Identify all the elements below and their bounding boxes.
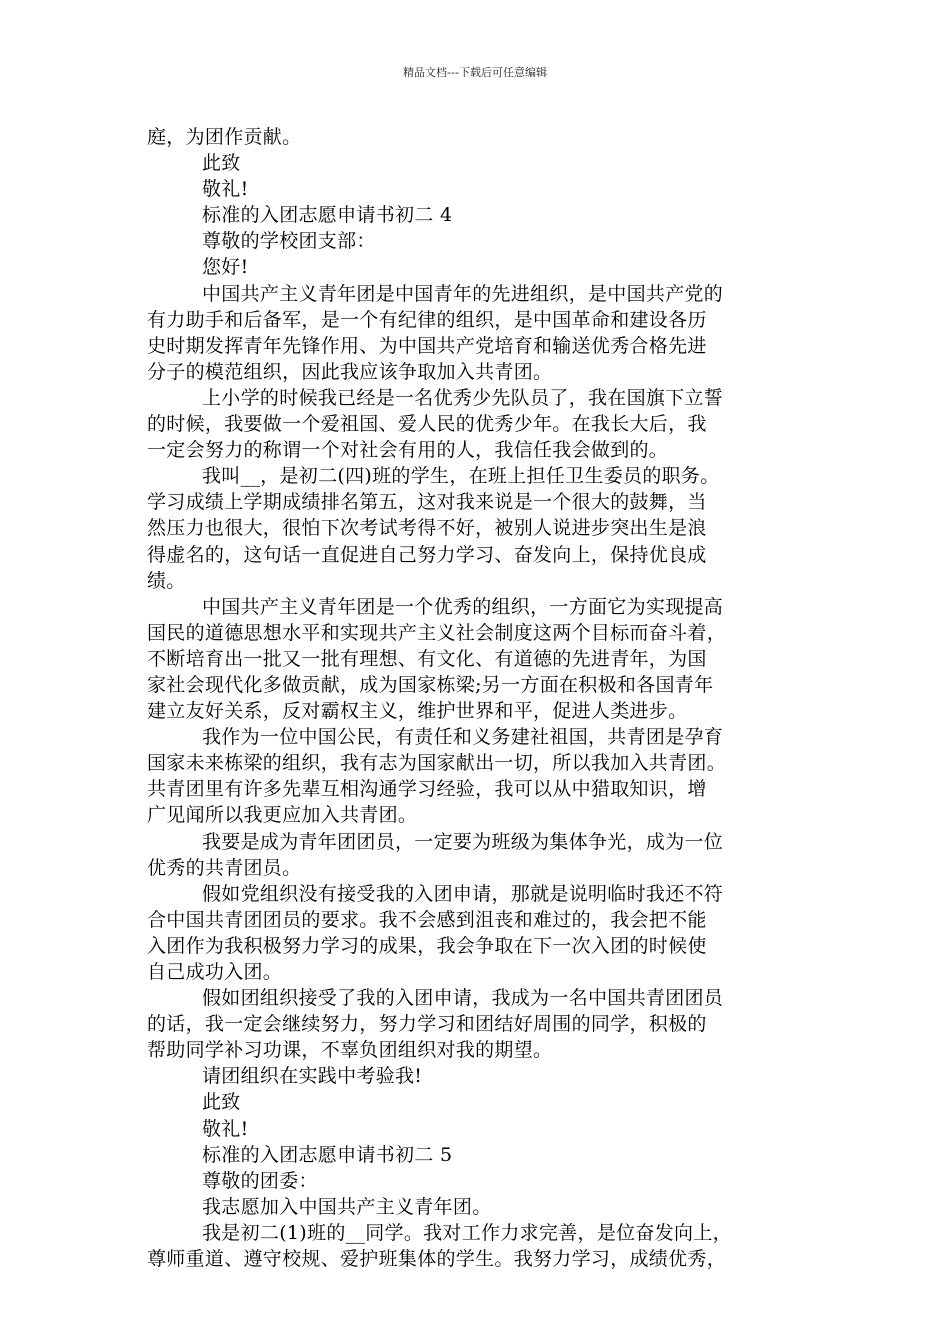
document-line: 此致 xyxy=(202,1091,241,1114)
document-line: 假如团组织接受了我的入团申请，我成为一名中国共青团团员 xyxy=(202,987,724,1010)
document-line: 国民的道德思想水平和实现共产主义社会制度这两个目标而奋斗着， xyxy=(147,621,727,644)
document-line: 有力助手和后备军，是一个有纪律的组织，是中国革命和建设各历 xyxy=(147,308,707,331)
document-line: 入团作为我积极努力学习的成果，我会争取在下一次入团的时候使 xyxy=(147,934,707,957)
document-line: 不断培育出一批又一批有理想、有文化、有道德的先进青年，为国 xyxy=(147,647,707,670)
page-header: 精品文档---下载后可任意编辑 xyxy=(403,66,547,79)
document-line: 分子的模范组织，因此我应该争取加入共青团。 xyxy=(147,360,553,383)
document-line: 我志愿加入中国共产主义青年团。 xyxy=(202,1195,492,1218)
document-line: 假如党组织没有接受我的入团申请，那就是说明临时我还不符 xyxy=(202,882,724,905)
document-line: 您好! xyxy=(202,256,249,279)
document-line: 尊敬的学校团支部： xyxy=(202,230,376,253)
document-line: 国家未来栋梁的组织，我有志为国家献出一切，所以我加入共青团。 xyxy=(147,752,727,775)
document-line: 中国共产主义青年团是一个优秀的组织，一方面它为实现提高 xyxy=(202,595,724,618)
document-line: 敬礼! xyxy=(202,178,249,201)
document-line: 广见闻所以我更应加入共青团。 xyxy=(147,804,418,827)
document-line: 帮助同学补习功课，不辜负团组织对我的期望。 xyxy=(147,1039,553,1062)
document-body xyxy=(147,124,823,1272)
document-line: 标准的入团志愿申请书初二 4 xyxy=(202,204,453,227)
document-line: 的时候，我要做一个爱祖国、爱人民的优秀少年。在我长大后，我 xyxy=(147,413,707,436)
document-line: 标准的入团志愿申请书初二 5 xyxy=(202,1143,453,1166)
document-line: 尊师重道、遵守校规、爱护班集体的学生。我努力学习，成绩优秀， xyxy=(147,1248,727,1271)
document-line: 得虚名的，这句话一直促进自己努力学习、奋发向上，保持优良成 xyxy=(147,543,707,566)
document-line: 然压力也很大，很怕下次考试考得不好，被别人说进步突出生是浪 xyxy=(147,517,707,540)
document-line: 我作为一位中国公民，有责任和义务建社祖国，共青团是孕育 xyxy=(202,726,724,749)
document-line: 学习成绩上学期成绩排名第五，这对我来说是一个很大的鼓舞，当 xyxy=(147,491,707,514)
document-line: 此致 xyxy=(202,152,241,175)
document-line: 的话，我一定会继续努力，努力学习和团结好周围的同学，积极的 xyxy=(147,1013,707,1036)
document-line: 庭，为团作贡献。 xyxy=(147,126,302,148)
document-line: 优秀的共青团员。 xyxy=(147,856,302,879)
document-line: 合中国共青团团员的要求。我不会感到沮丧和难过的，我会把不能 xyxy=(147,908,707,931)
document-line: 请团组织在实践中考验我! xyxy=(202,1065,423,1088)
document-line: 史时期发挥青年先锋作用、为中国共产党培育和输送优秀合格先进 xyxy=(147,334,707,357)
document-line: 家社会现代化多做贡献，成为国家栋梁;另一方面在积极和各国青年 xyxy=(147,673,714,696)
document-line: 中国共产主义青年团是中国青年的先进组织，是中国共产党的 xyxy=(202,282,724,305)
document-line: 敬礼! xyxy=(202,1117,249,1140)
document-line: 自己成功入团。 xyxy=(147,961,283,983)
document-line: 一定会努力的称谓一个对社会有用的人，我信任我会做到的。 xyxy=(147,439,669,462)
document-line: 上小学的时候我已经是一名优秀少先队员了，我在国旗下立誓 xyxy=(202,386,724,409)
document-line: 我要是成为青年团团员，一定要为班级为集体争光，成为一位 xyxy=(202,830,724,853)
document-line: 尊敬的团委： xyxy=(202,1169,318,1192)
document-line: 共青团里有许多先辈互相沟通学习经验，我可以从中猎取知识，增 xyxy=(147,778,707,801)
document-line: 我是初二(1)班的__同学。我对工作力求完善，是位奋发向上， xyxy=(202,1221,732,1244)
document-line: 绩。 xyxy=(147,569,186,592)
document-line: 建立友好关系，反对霸权主义，维护世界和平，促进人类进步。 xyxy=(147,700,688,723)
document-line: 我叫__，是初二(四)班的学生，在班上担任卫生委员的职务。 xyxy=(202,465,720,488)
